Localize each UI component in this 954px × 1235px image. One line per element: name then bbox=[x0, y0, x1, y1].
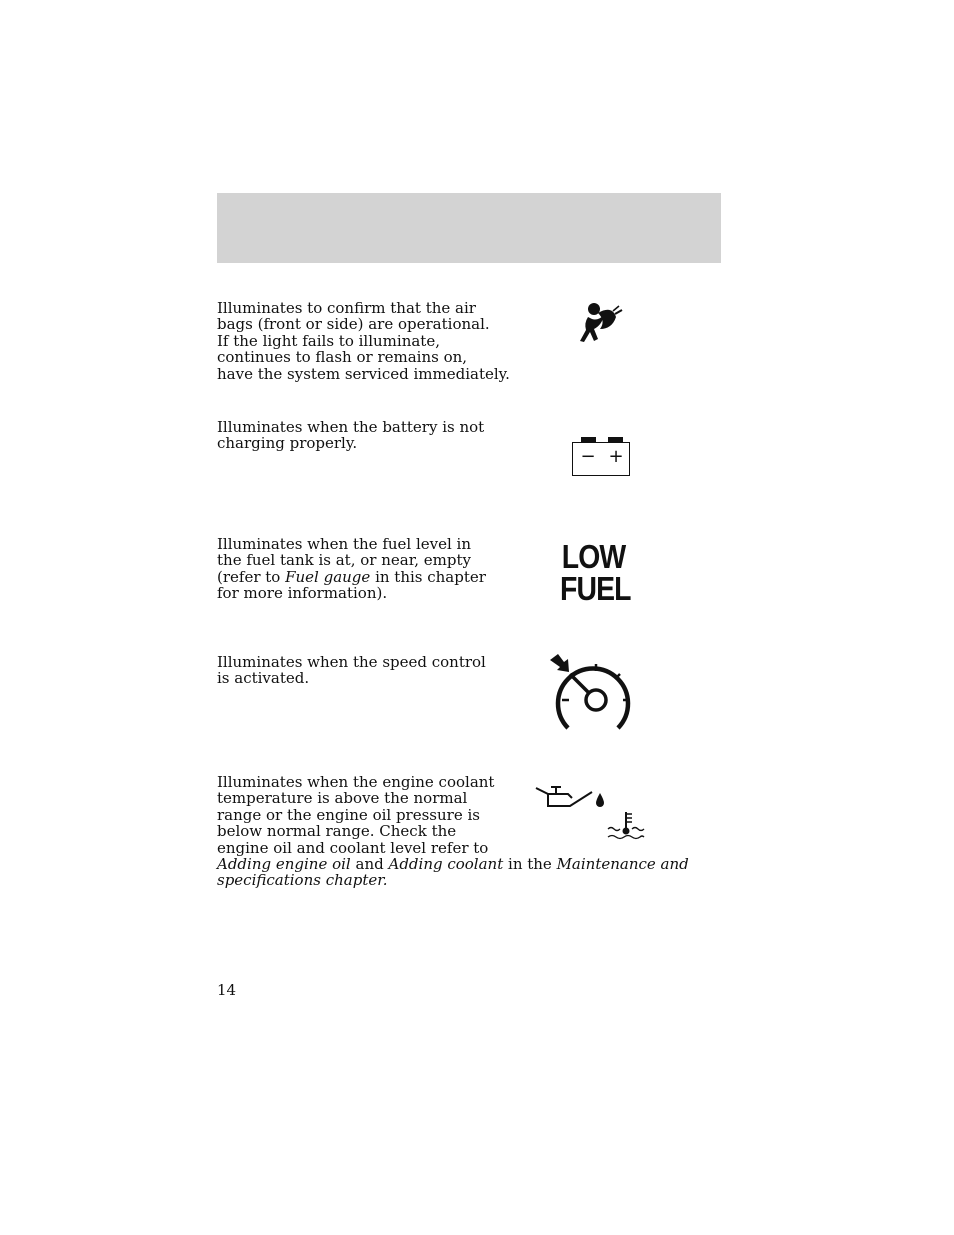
text-line: engine oil and coolant level refer to bbox=[217, 838, 489, 857]
text-line: continues to flash or remains on, bbox=[217, 348, 468, 367]
text-line: Illuminates when the battery is not bbox=[217, 418, 485, 436]
low-fuel-icon-line: FUEL bbox=[560, 570, 631, 607]
battery-plus-symbol: + bbox=[608, 446, 624, 467]
text-line bbox=[217, 872, 689, 888]
text-line: have the system serviced immediately. bbox=[217, 364, 510, 383]
adding-engine-oil-reference: Adding engine oil bbox=[217, 855, 351, 874]
speed-control-icon bbox=[548, 654, 638, 732]
coolant-temperature-icon bbox=[606, 810, 646, 842]
battery-icon bbox=[572, 437, 634, 479]
text-fragment: (refer to bbox=[217, 567, 286, 586]
text-line: charging properly. bbox=[217, 434, 358, 453]
text-line: for more information). bbox=[217, 584, 388, 603]
adding-coolant-reference: Adding coolant bbox=[388, 855, 504, 874]
text-line: range or the engine oil pressure is bbox=[217, 805, 480, 824]
text-fragment: and bbox=[350, 855, 389, 874]
specifications-chapter-reference: specifications chapter. bbox=[217, 871, 388, 890]
text-line: If the light fails to illuminate, bbox=[217, 331, 440, 350]
airbag-icon bbox=[572, 299, 628, 345]
text-line bbox=[217, 856, 689, 872]
fuel-gauge-reference: Fuel gauge bbox=[285, 567, 371, 586]
oil-pressure-icon bbox=[534, 782, 606, 812]
text-line: is activated. bbox=[217, 669, 310, 688]
low-fuel-icon bbox=[560, 538, 631, 607]
maintenance-chapter-reference: Maintenance and bbox=[556, 855, 689, 874]
airbag-description bbox=[217, 300, 510, 382]
text-line: Illuminates to confirm that the air bbox=[217, 299, 476, 317]
speed-control-description bbox=[217, 654, 486, 687]
text-line bbox=[217, 569, 486, 585]
low-fuel-icon-line: LOW bbox=[561, 538, 626, 575]
text-line: the fuel tank is at, or near, empty bbox=[217, 551, 471, 570]
battery-minus-symbol: − bbox=[580, 446, 596, 467]
text-line: Illuminates when the fuel level in bbox=[217, 535, 472, 553]
text-fragment: in this chapter bbox=[370, 567, 486, 586]
page-number: 14 bbox=[217, 981, 237, 999]
text-line: temperature is above the normal bbox=[217, 789, 468, 808]
header-band bbox=[217, 193, 721, 263]
text-fragment: in the bbox=[503, 855, 557, 874]
text-line: Illuminates when the engine coolant bbox=[217, 773, 495, 791]
text-line: bags (front or side) are operational. bbox=[217, 315, 490, 334]
text-line: Illuminates when the speed control bbox=[217, 653, 486, 671]
text-line: below normal range. Check the bbox=[217, 822, 457, 841]
battery-description bbox=[217, 419, 484, 452]
low-fuel-description bbox=[217, 536, 486, 602]
